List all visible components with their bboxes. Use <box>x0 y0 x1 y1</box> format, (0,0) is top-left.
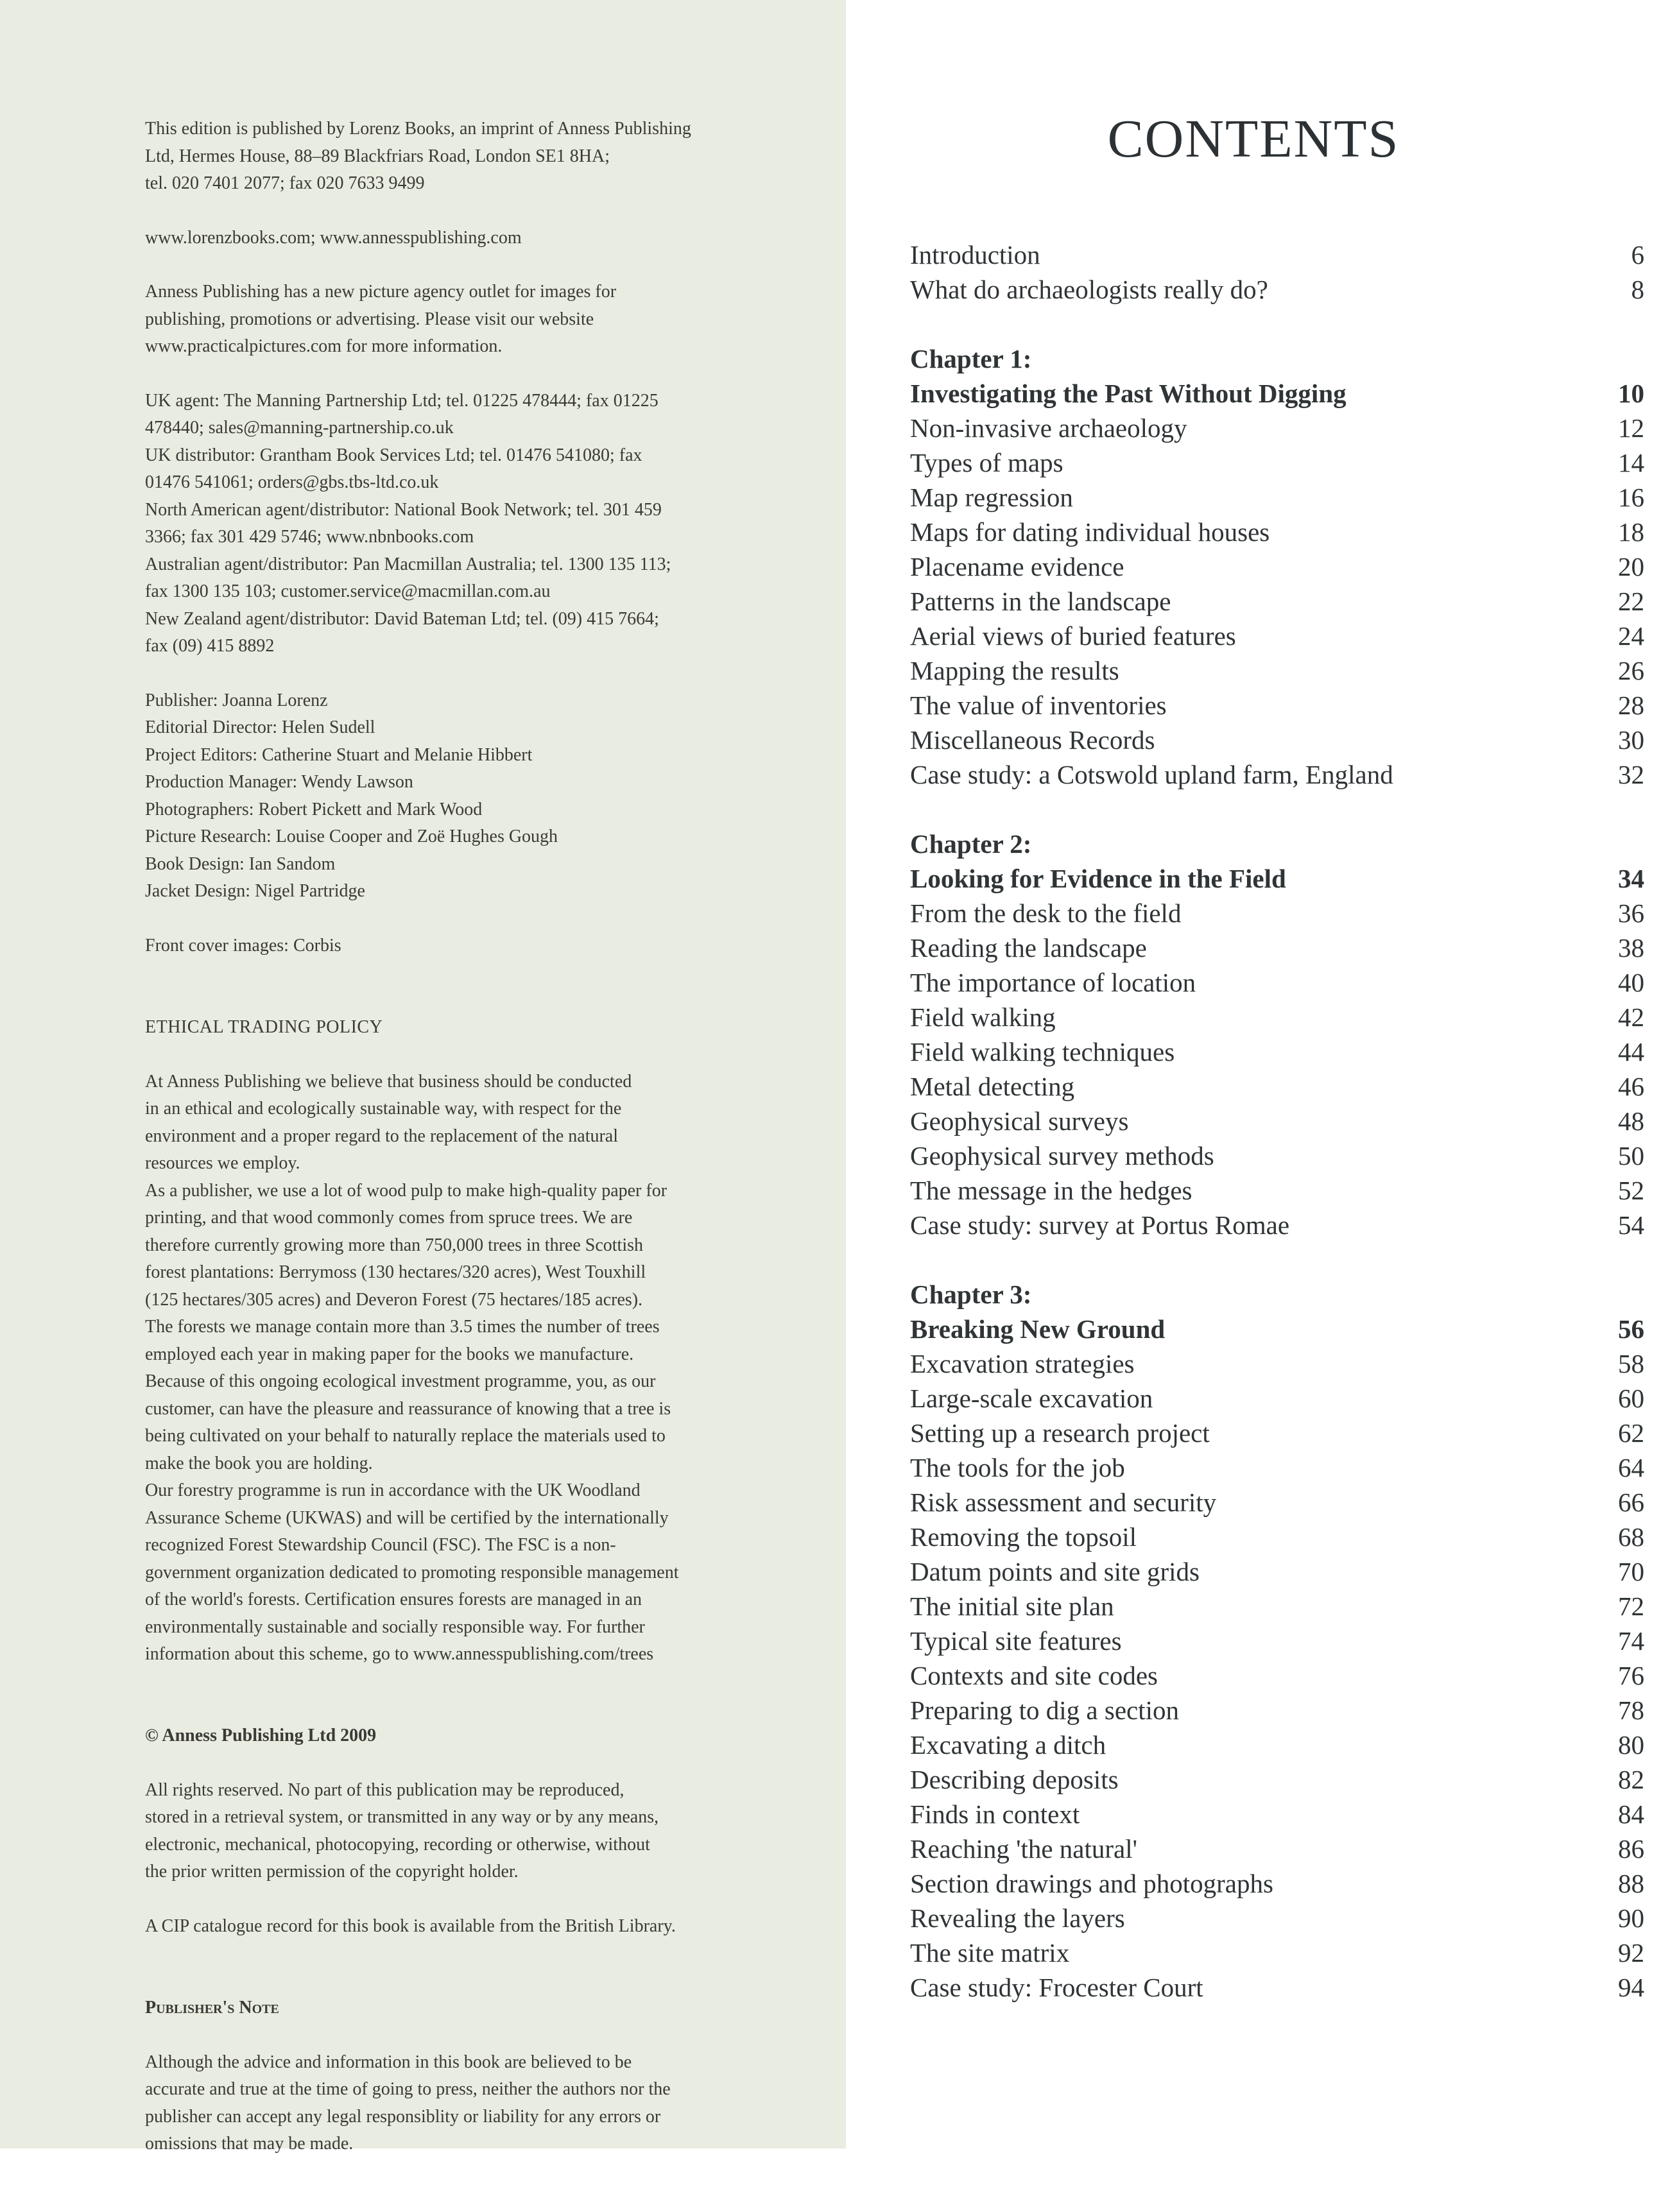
cip-record: A CIP catalogue record for this book is available from the British Library. <box>145 1916 676 1936</box>
chapter-title: Investigating the Past Without Digging <box>910 379 1347 408</box>
toc-entry-title: What do archaeologists really do? <box>910 275 1268 304</box>
toc-entry <box>910 1693 1648 1728</box>
toc-entry-title: Risk assessment and security <box>910 1488 1217 1517</box>
toc-entry <box>910 1658 1648 1693</box>
toc-entry <box>910 1520 1648 1554</box>
page-number: 30 <box>1618 725 1644 755</box>
toc-entry <box>910 515 1648 549</box>
toc-entry <box>910 1138 1648 1173</box>
toc-entry-title: Map regression <box>910 483 1073 512</box>
toc-entry <box>910 1208 1648 1242</box>
chapter-title-row <box>910 376 1648 411</box>
toc-entry <box>910 1381 1648 1416</box>
page-number: 64 <box>1618 1453 1644 1482</box>
toc-entry-title: Describing deposits <box>910 1765 1119 1794</box>
toc-entry <box>910 896 1648 930</box>
toc-entry <box>910 1797 1648 1831</box>
page-number: 18 <box>1618 517 1644 547</box>
chapter-label: Chapter 3: <box>910 1280 1032 1309</box>
page-number: 54 <box>1618 1210 1644 1240</box>
toc-entry <box>910 1901 1648 1935</box>
toc-entry <box>910 1346 1648 1381</box>
toc-entry <box>910 619 1648 653</box>
toc-entry-title: Finds in context <box>910 1799 1080 1829</box>
page-number: 84 <box>1618 1799 1644 1829</box>
toc-entry <box>910 757 1648 792</box>
publishers-note <box>145 1967 787 2185</box>
page-number: 16 <box>1618 483 1644 512</box>
page-number: 70 <box>1618 1557 1644 1586</box>
toc-entry <box>910 1935 1648 1970</box>
toc-entry-title: Excavation strategies <box>910 1349 1135 1378</box>
toc-entry <box>910 1034 1648 1069</box>
toc-entry <box>910 1762 1648 1797</box>
toc-entry-title: Case study: a Cotswold upland farm, England <box>910 760 1393 789</box>
toc-entry <box>910 1589 1648 1624</box>
toc-entry-title: Section drawings and photographs <box>910 1869 1273 1898</box>
picture-agency-notice: Anness Publishing has a new picture agency outlet for images for publishing, promotions or advertising. Please visit our website www.practicalpictures.com for more information. <box>145 282 617 356</box>
cover-images-credit: Front cover images: Corbis <box>145 935 341 956</box>
page-number: 78 <box>1618 1695 1644 1725</box>
toc-entry <box>910 1416 1648 1450</box>
toc-entry-title: Typical site features <box>910 1626 1122 1656</box>
toc-entry <box>910 1485 1648 1520</box>
page-number: 6 <box>1631 240 1644 270</box>
toc-entry <box>910 549 1648 584</box>
toc-entry <box>910 930 1648 965</box>
toc-entry-title: Excavating a ditch <box>910 1730 1106 1760</box>
toc-entry-title: Non-invasive archaeology <box>910 413 1187 443</box>
page-number: 34 <box>1618 864 1644 893</box>
contents-title: CONTENTS <box>1107 109 1400 169</box>
credits-list: Publisher: Joanna Lorenz Editorial Director: Helen Sudell Project Editors: Catherine Stuart and Melanie Hibbert Production Manager: Wendy Lawson Photographers: Robert Pickett and Mark Wood Picture Research: Louise Cooper and Zoë Hughes Gough Book Design: Ian Sandom Jacket Design: Nigel Partridge <box>145 690 558 901</box>
toc-entry <box>910 723 1648 757</box>
toc-entry-title: Miscellaneous Records <box>910 725 1155 755</box>
toc-entry-title: The site matrix <box>910 1938 1070 1968</box>
toc-entry-title: Types of maps <box>910 448 1063 477</box>
toc-entry-title: Aerial views of buried features <box>910 621 1236 651</box>
toc-entry-title: Geophysical surveys <box>910 1106 1129 1136</box>
toc-entry <box>910 1831 1648 1866</box>
toc-entry-title: Revealing the layers <box>910 1903 1125 1933</box>
toc-entry-title: Field walking techniques <box>910 1037 1175 1067</box>
toc-entry-title: Setting up a research project <box>910 1418 1210 1448</box>
toc-entry-title: Introduction <box>910 240 1040 270</box>
page-number: 40 <box>1618 968 1644 997</box>
page-number: 38 <box>1618 933 1644 963</box>
toc-entry-title: Metal detecting <box>910 1072 1075 1101</box>
toc-entry <box>910 1000 1648 1034</box>
toc-entry-title: Preparing to dig a section <box>910 1695 1180 1725</box>
imprint-text <box>145 116 787 2212</box>
page-number: 50 <box>1618 1141 1644 1170</box>
contents-page <box>846 0 1661 2148</box>
page-number: 86 <box>1618 1834 1644 1864</box>
table-of-contents <box>910 237 1648 2005</box>
imprint-page <box>0 0 846 2154</box>
toc-entry-title: The initial site plan <box>910 1591 1114 1621</box>
toc-entry <box>910 1554 1648 1589</box>
toc-entry <box>910 411 1648 445</box>
page-number: 72 <box>1618 1591 1644 1621</box>
page-number: 8 <box>1631 275 1644 304</box>
toc-entry <box>910 1624 1648 1658</box>
toc-entry-title: Mapping the results <box>910 656 1119 685</box>
toc-entry-title: Case study: Frocester Court <box>910 1973 1203 2002</box>
copyright-line: © Anness Publishing Ltd 2009 <box>145 1726 377 1745</box>
page-number: 44 <box>1618 1037 1644 1067</box>
page-number: 26 <box>1618 656 1644 685</box>
chapter-label: Chapter 1: <box>910 344 1032 373</box>
page-number: 48 <box>1618 1106 1644 1136</box>
page-number: 36 <box>1618 898 1644 928</box>
toc-entry-title: From the desk to the field <box>910 898 1182 928</box>
toc-entry <box>910 653 1648 688</box>
chapter-title-row <box>910 1312 1648 1346</box>
toc-entry <box>910 1450 1648 1485</box>
toc-entry-title: The message in the hedges <box>910 1176 1192 1205</box>
toc-entry-title: Placename evidence <box>910 552 1124 581</box>
toc-entry <box>910 237 1648 272</box>
page-number: 42 <box>1618 1002 1644 1032</box>
toc-entry <box>910 1173 1648 1208</box>
toc-entry <box>910 584 1648 619</box>
chapter-title-row <box>910 861 1648 896</box>
toc-entry <box>910 272 1648 307</box>
toc-entry <box>910 965 1648 1000</box>
page-number: 56 <box>1618 1314 1644 1344</box>
publishers-note-heading: Publisher's Note <box>145 1997 279 2018</box>
page-number: 76 <box>1618 1661 1644 1690</box>
toc-entry <box>910 1866 1648 1901</box>
toc-entry-title: The value of inventories <box>910 690 1167 720</box>
toc-entry-title: The importance of location <box>910 968 1196 997</box>
page-number: 46 <box>1618 1072 1644 1101</box>
ethical-policy-heading: ETHICAL TRADING POLICY <box>145 1016 383 1037</box>
toc-entry-title: Datum points and site grids <box>910 1557 1200 1586</box>
page-number: 14 <box>1618 448 1644 477</box>
toc-entry-title: Maps for dating individual houses <box>910 517 1270 547</box>
toc-entry <box>910 1728 1648 1762</box>
rights-statement: All rights reserved. No part of this publication may be reproduced, stored in a retrieval system, or transmitted in any way or by any means, electronic, mechanical, photocopying, recording or otherwise, without the prior written permission of the copyright holder. <box>145 1779 659 1882</box>
toc-entry-title: Case study: survey at Portus Romae <box>910 1210 1290 1240</box>
toc-entry <box>910 445 1648 480</box>
page-number: 68 <box>1618 1522 1644 1552</box>
chapter-title: Breaking New Ground <box>910 1314 1166 1344</box>
toc-entry-title: Reaching 'the natural' <box>910 1834 1138 1864</box>
toc-entry <box>910 1104 1648 1138</box>
toc-entry-title: Reading the landscape <box>910 933 1147 963</box>
page-number: 82 <box>1618 1765 1644 1794</box>
page-number: 62 <box>1618 1418 1644 1448</box>
chapter-label: Chapter 2: <box>910 829 1032 859</box>
toc-entry-title: The tools for the job <box>910 1453 1125 1482</box>
page-number: 60 <box>1618 1384 1644 1413</box>
page-number: 88 <box>1618 1869 1644 1898</box>
page-number: 74 <box>1618 1626 1644 1656</box>
page-number: 20 <box>1618 552 1644 581</box>
page-number: 12 <box>1618 413 1644 443</box>
page-number: 24 <box>1618 621 1644 651</box>
toc-entry-title: Removing the topsoil <box>910 1522 1137 1552</box>
page-number: 28 <box>1618 690 1644 720</box>
toc-entry <box>910 688 1648 723</box>
publishers-note-body: Although the advice and information in this book are believed to be accurate and true at the time of going to press, neither the authors nor the publisher can accept any legal responsiblity or liability for any errors or omissions that may be made. <box>145 2052 671 2154</box>
page-number: 58 <box>1618 1349 1644 1378</box>
ethical-policy-body: At Anness Publishing we believe that business should be conducted in an ethical and ecologically sustainable way, with respect for the environment and a proper regard to the replacement of the natural resources we employ. As a publisher, we use a lot of wood pulp to make high-quality paper for printing, and that wood commonly comes from spruce trees. We are therefore currently growing more than 750,000 trees in three Scottish forest plantations: Berrymoss (130 hectares/320 acres), West Touxhill (125 hectares/305 acres) and Deveron Forest (75 hectares/185 acres). The forests we manage contain more than 3.5 times the number of trees employed each year in making paper for the books we manufacture. Because of this ongoing ecological investment programme, you, as our customer, can have the pleasure and reassurance of knowing that a tree is being cultivated on your behalf to naturally replace the materials used to make the book you are holding. Our forestry programme is run in accordance with the UK Woodland Assurance Scheme (UKWAS) and will be certified by the internationally recognized Forest Stewardship Council (FSC). The FSC is a non- government organization dedicated to promoting responsible management of the world's forests. Certification ensures forests are managed in an environmentally sustainable and socially responsible way. For further information about this scheme, go to www.annesspublishing.com/trees <box>145 1071 679 1664</box>
toc-entry-title: Patterns in the landscape <box>910 587 1171 616</box>
page-number: 22 <box>1618 587 1644 616</box>
toc-entry <box>910 480 1648 515</box>
page-number: 66 <box>1618 1488 1644 1517</box>
toc-entry-title: Contexts and site codes <box>910 1661 1158 1690</box>
ethical-policy <box>145 986 787 1695</box>
chapter-title: Looking for Evidence in the Field <box>910 864 1286 893</box>
websites: www.lorenzbooks.com; www.annesspublishing.com <box>145 227 522 248</box>
toc-entry-title: Field walking <box>910 1002 1056 1032</box>
page-number: 32 <box>1618 760 1644 789</box>
toc-entry-title: Geophysical survey methods <box>910 1141 1214 1170</box>
page-number: 52 <box>1618 1176 1644 1205</box>
page-number: 90 <box>1618 1903 1644 1933</box>
page-number: 10 <box>1618 379 1644 408</box>
agents-list: UK agent: The Manning Partnership Ltd; tel. 01225 478444; fax 01225 478440; sales@manning-partnership.co.uk UK distributor: Grantham Book Services Ltd; tel. 01476 541080; fax 01476 541061; orders@gbs.tbs-ltd.co.uk North American agent/distributor: National Book Network; tel. 301 459 3366; fax 301 429 5746; www.nbnbooks.com Australian agent/distributor: Pan Macmillan Australia; tel. 1300 135 113; fax 1300 135 103; customer.service@macmillan.com.au New Zealand agent/distributor: David Bateman Ltd; tel. (09) 415 7664; fax (09) 415 8892 <box>145 390 671 656</box>
page-number: 92 <box>1618 1938 1644 1968</box>
toc-entry-title: Large-scale excavation <box>910 1384 1153 1413</box>
page-number: 94 <box>1618 1973 1644 2002</box>
publisher-info: This edition is published by Lorenz Books, an imprint of Anness Publishing Ltd, Hermes House, 88–89 Blackfriars Road, London SE1 8HA; tel. 020 7401 2077; fax 020 7633 9499 <box>145 119 691 193</box>
toc-entry <box>910 1970 1648 2005</box>
toc-entry <box>910 1069 1648 1104</box>
page-number: 80 <box>1618 1730 1644 1760</box>
